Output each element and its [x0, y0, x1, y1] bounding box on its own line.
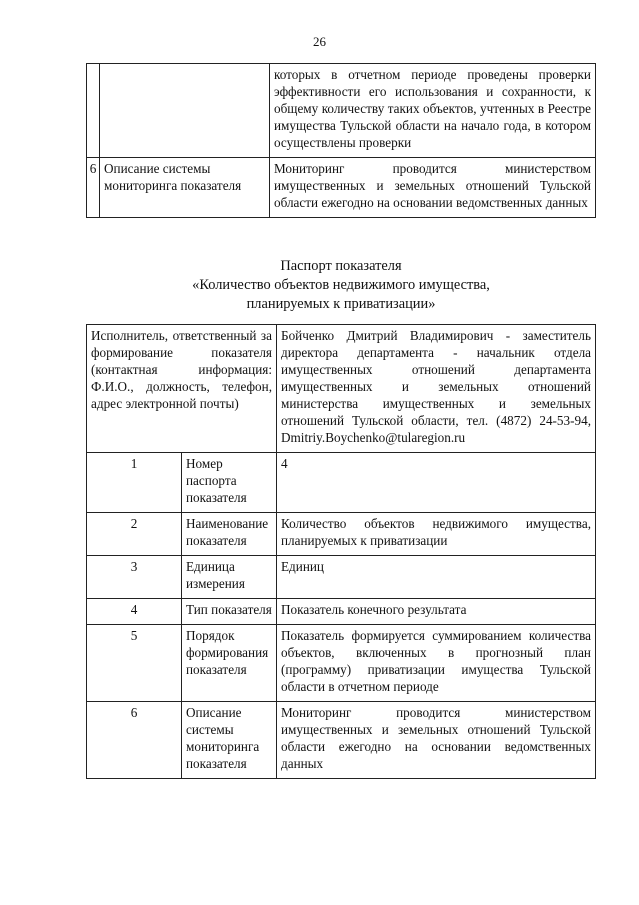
row-number-cell: [87, 64, 100, 158]
table-row: [87, 513, 596, 556]
executor-label: Исполнитель, ответственный за формирование показателя (контактная информация: Ф.И.О., должность, телефон, адрес электронной почты): [87, 325, 277, 453]
table-row: [87, 64, 596, 158]
row-value: Единиц: [277, 556, 596, 599]
passport-table: [86, 324, 596, 779]
row-number: 6: [87, 702, 182, 779]
passport-title-line: планируемых к приватизации»: [246, 296, 436, 312]
table-row: [87, 158, 596, 218]
table-row: [87, 625, 596, 702]
row-number: 2: [87, 513, 182, 556]
row-label: Номер паспорта показателя: [182, 453, 277, 513]
passport-title-line: Паспорт показателя: [280, 258, 402, 274]
row-number: 4: [87, 599, 182, 625]
row-value: Мониторинг проводится министерством имущественных и земельных отношений Тульской области ежегодно на основании ведомственных данных: [277, 702, 596, 779]
row-number: 1: [87, 453, 182, 513]
table-row: [87, 556, 596, 599]
table-row: [87, 599, 596, 625]
row-label: Наименование показателя: [182, 513, 277, 556]
passport-title-line: «Количество объектов недвижимого имущества,: [192, 277, 490, 293]
row-value: Количество объектов недвижимого имущества, планируемых к приватизации: [277, 513, 596, 556]
table-row-executor: [87, 325, 596, 453]
row-number: 6: [87, 158, 100, 218]
row-label: Единица измерения: [182, 556, 277, 599]
table-row: [87, 453, 596, 513]
table-row: [87, 702, 596, 779]
row-value: Мониторинг проводится министерством имущественных и земельных отношений Тульской области ежегодно на основании ведомственных данных: [270, 158, 596, 218]
row-label: Описание системы мониторинга показателя: [100, 158, 270, 218]
row-label: Описание системы мониторинга показателя: [182, 702, 277, 779]
row-value: Показатель конечного результата: [277, 599, 596, 625]
executor-value: Бойченко Дмитрий Владимирович - заместитель директора департамента - начальник отдела имущественных отношений департамента имущественных и земельных отношений министерства имущественных и земельных отношений Тульской области, тел. (4872) 24-53-94, Dmitriy.Boychenko@tularegion.ru: [277, 325, 596, 453]
page-number: 26: [313, 34, 326, 49]
row-value: 4: [277, 453, 596, 513]
row-value: Показатель формируется суммированием количества объектов, включенных в прогнозный план (программу) приватизации имущества Тульской области в отчетном периоде: [277, 625, 596, 702]
row-label: Порядок формирования показателя: [182, 625, 277, 702]
row-label: Тип показателя: [182, 599, 277, 625]
row-value-continued: которых в отчетном периоде проведены проверки эффективности его использования и сохранности, к общему количеству таких объектов, учтенных в Реестре имущества Тульской области на начало года, в котором осуществлены проверки: [270, 64, 596, 158]
row-label-cell: [100, 64, 270, 158]
passport-title: [86, 257, 596, 314]
indicator-table-continued: [86, 63, 596, 218]
row-number: 5: [87, 625, 182, 702]
row-number: 3: [87, 556, 182, 599]
